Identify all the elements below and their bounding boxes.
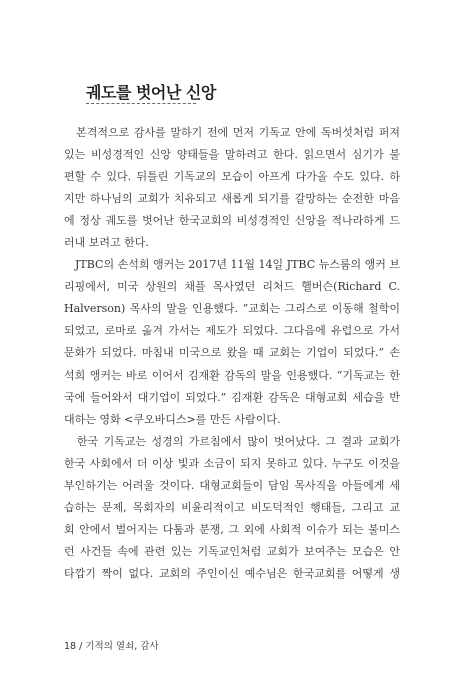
text-line: 한국 기독교는 성경의 가르침에서 많이 벗어났다. 그 결과 교회가 <box>64 434 400 448</box>
text-line: 편할 수 있다. 뒤틀린 기독교의 모습이 아프게 다가올 수도 있다. 하 <box>64 170 400 184</box>
text-line: 되었고, 로마로 옮겨 가서는 제도가 되었다. 그다음에 유럽으로 가서 <box>64 324 400 338</box>
text-line: 에 정상 궤도를 벗어난 한국교회의 비성경적인 신앙을 적나라하게 드 <box>64 214 400 228</box>
text-line: 대하는 영화 <쿠오바디스>를 만든 사람이다. <box>64 412 281 426</box>
text-line: 러내 보려고 한다. <box>64 236 149 250</box>
text-line: 지만 하나님의 교회가 치유되고 새롭게 되기를 갈망하는 순전한 마음 <box>64 192 400 206</box>
body-text <box>64 122 400 585</box>
footer-separator: / <box>79 641 83 652</box>
book-title: 기적의 열쇠, 감사 <box>85 641 159 652</box>
text-line: Halverson) 목사의 말을 인용했다. “교회는 그리스로 이동해 철학이 <box>64 302 400 316</box>
text-line: 런 사건들 속에 관련 있는 기독교인처럼 교회가 보여주는 모습은 안 <box>64 544 400 558</box>
page-footer <box>64 638 159 652</box>
text-line: 석희 앵커는 바로 이어서 김재환 감독의 말을 인용했다. “기독교는 한 <box>64 368 400 382</box>
text-line: JTBC의 손석희 앵커는 2017년 11월 14일 JTBC 뉴스룸의 앵커 브 <box>64 258 400 272</box>
text-line: 문화가 되었다. 마침내 미국으로 왔을 때 교회는 기업이 되었다.” 손 <box>64 346 400 360</box>
text-line: 부인하기는 어려울 것이다. 대형교회들이 담임 목사직을 아들에게 세 <box>64 478 400 492</box>
heading-dashed-underline <box>86 103 196 104</box>
text-line: 본격적으로 감사를 말하기 전에 먼저 기독교 안에 독버섯처럼 퍼져 <box>64 126 400 139</box>
page-number: 18 <box>64 641 77 652</box>
text-line: 리핑에서, 미국 상원의 채플 목사였던 리처드 핼버슨(Richard C. <box>64 280 400 294</box>
text-line: 있는 비성경적인 신앙 양태들을 말하려고 한다. 읽으면서 심기가 불 <box>64 148 400 162</box>
text-line: 타깝기 짝이 없다. 교회의 주인이신 예수님은 한국교회를 어떻게 생 <box>64 566 400 580</box>
text-line: 습하는 문제, 목회자의 비윤리적이고 비도덕적인 행태들, 그리고 교 <box>64 500 400 514</box>
text-line: 회 안에서 벌어지는 다툼과 분쟁, 그 외에 사회적 이슈가 되는 불미스 <box>64 522 400 536</box>
section-heading: 궤도를 벗어난 신앙 <box>86 83 216 102</box>
text-line: 한국 사회에서 더 이상 빛과 소금이 되지 못하고 있다. 누구도 이것을 <box>64 456 400 470</box>
text-line: 국에 들어와서 대기업이 되었다.” 김재환 감독은 대형교회 세습을 반 <box>64 390 400 404</box>
